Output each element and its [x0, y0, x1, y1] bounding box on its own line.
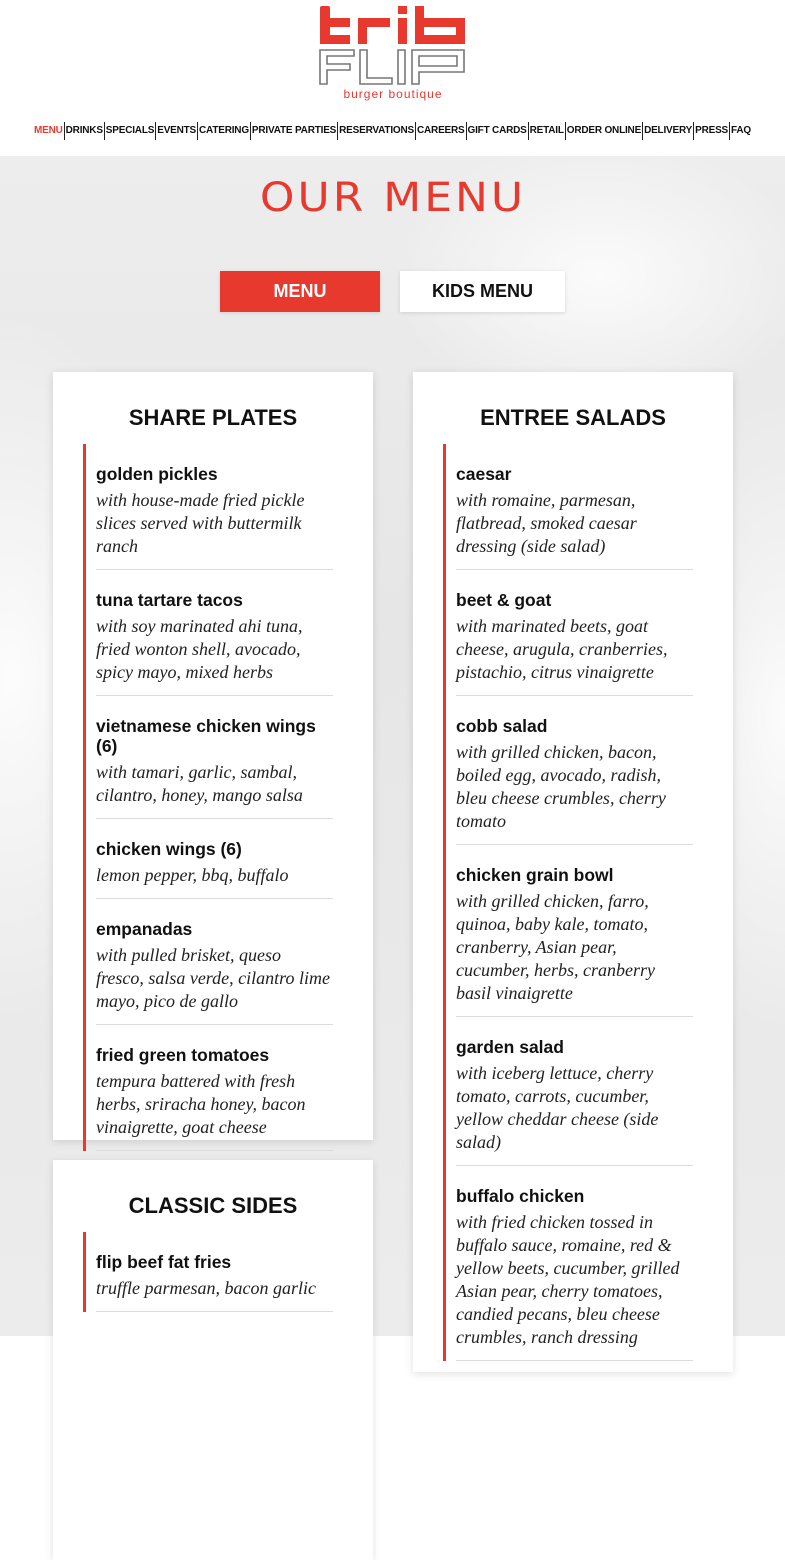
menu-item — [96, 1025, 333, 1151]
menu-item-name: empanadas — [96, 919, 193, 939]
entree-salads-list — [443, 444, 693, 1361]
section-title: CLASSIC SIDES — [128, 1193, 298, 1218]
nav-link-press[interactable]: PRESS — [694, 122, 730, 140]
nav-link-catering[interactable]: CATERING — [198, 122, 251, 140]
menu-item-description: with grilled chicken, farro, quinoa, baby kale, tomato, cranberry, Asian pear, cucumber, herbs, cranberry basil vinaigrette — [456, 891, 655, 1003]
menu-item-name: chicken grain bowl — [456, 865, 614, 885]
menu-item — [96, 1232, 333, 1312]
classic-sides-list — [83, 1232, 333, 1312]
nav-link-private-parties[interactable]: PRIVATE PARTIES — [251, 122, 338, 140]
menu-item-name: beet & goat — [456, 590, 552, 610]
menu-item — [456, 1017, 693, 1166]
nav-link-drinks[interactable]: DRINKS — [65, 122, 105, 140]
menu-item — [456, 444, 693, 570]
main-nav — [0, 121, 785, 141]
nav-link-specials[interactable]: SPECIALS — [105, 122, 156, 140]
menu-page — [0, 156, 785, 1347]
section-title: SHARE PLATES — [128, 405, 298, 430]
menu-item — [96, 899, 333, 1025]
nav-link-retail[interactable]: RETAIL — [529, 122, 566, 140]
menu-item-name: caesar — [456, 464, 512, 484]
menu-item — [96, 696, 333, 819]
share-plates-card — [53, 372, 373, 1140]
menu-item-description: with house-made fried pickle slices served with buttermilk ranch — [96, 490, 305, 556]
tab-menu[interactable]: MENU — [220, 271, 380, 312]
page-title — [0, 173, 785, 226]
nav-link-menu[interactable]: MENU — [33, 122, 65, 140]
nav-link-reservations[interactable]: RESERVATIONS — [338, 122, 416, 140]
brand-tagline: burger boutique — [343, 87, 443, 101]
menu-item-description: with tamari, garlic, sambal, cilantro, honey, mango salsa — [96, 762, 303, 805]
menu-item-name: vietnamese chicken wings (6) — [96, 716, 316, 756]
menu-item — [456, 1166, 693, 1361]
nav-link-gift-cards[interactable]: GIFT CARDS — [467, 122, 529, 140]
menu-item-name: buffalo chicken — [456, 1186, 585, 1206]
menu-item-description: tempura battered with fresh herbs, sriracha honey, bacon vinaigrette, goat cheese — [96, 1071, 306, 1137]
menu-item-description: with fried chicken tossed in buffalo sauce, romaine, red & yellow beets, cucumber, grilled Asian pear, cherry tomatoes, candied pecans, bleu cheese crumbles, ranch dressing — [456, 1212, 680, 1347]
menu-item-description: with iceberg lettuce, cherry tomato, carrots, cucumber, yellow cheddar cheese (side salad) — [456, 1063, 659, 1152]
nav-link-delivery[interactable]: DELIVERY — [643, 122, 694, 140]
menu-item-description: truffle parmesan, bacon garlic — [96, 1278, 316, 1298]
classic-sides-card — [53, 1160, 373, 1560]
menu-item-description: with grilled chicken, bacon, boiled egg, avocado, radish, bleu cheese crumbles, cherry tomato — [456, 742, 666, 831]
tab-kids-menu[interactable]: KIDS MENU — [400, 271, 565, 312]
nav-link-careers[interactable]: CAREERS — [416, 122, 467, 140]
menu-item — [96, 444, 333, 570]
entree-salads-card — [413, 372, 733, 1372]
nav-link-events[interactable]: EVENTS — [156, 122, 198, 140]
menu-item — [96, 570, 333, 696]
menu-item-name: cobb salad — [456, 716, 548, 736]
menu-item-name: fried green tomatoes — [96, 1045, 270, 1065]
nav-link-order-online[interactable]: ORDER ONLINE — [566, 122, 643, 140]
menu-item-name: flip beef fat fries — [96, 1252, 232, 1272]
menu-item-name: chicken wings (6) — [96, 839, 242, 859]
menu-item-description: with romaine, parmesan, flatbread, smoked caesar dressing (side salad) — [456, 490, 637, 556]
menu-item-description: lemon pepper, bbq, buffalo — [96, 865, 289, 885]
menu-item — [456, 570, 693, 696]
site-header — [0, 0, 785, 156]
menu-item — [96, 819, 333, 899]
menu-item-description: with marinated beets, goat cheese, arugula, cranberries, pistachio, citrus vinaigrette — [456, 616, 668, 682]
section-title: ENTREE SALADS — [480, 405, 666, 430]
page-title-graphic — [233, 173, 553, 226]
menu-item-description: with pulled brisket, queso fresco, salsa verde, cilantro lime mayo, pico de gallo — [96, 945, 330, 1011]
menu-item-name: tuna tartare tacos — [96, 590, 243, 610]
share-plates-list — [83, 444, 333, 1151]
svg-text:OUR MENU: OUR MENU — [259, 173, 526, 221]
nav-link-faq[interactable]: FAQ — [731, 125, 751, 136]
menu-item-name: golden pickles — [96, 464, 218, 484]
menu-item — [456, 845, 693, 1017]
trib-flip-logo[interactable] — [318, 4, 468, 102]
menu-item-description: with soy marinated ahi tuna, fried wonton shell, avocado, spicy mayo, mixed herbs — [96, 616, 303, 682]
menu-item — [456, 696, 693, 845]
menu-item-name: garden salad — [456, 1037, 564, 1057]
